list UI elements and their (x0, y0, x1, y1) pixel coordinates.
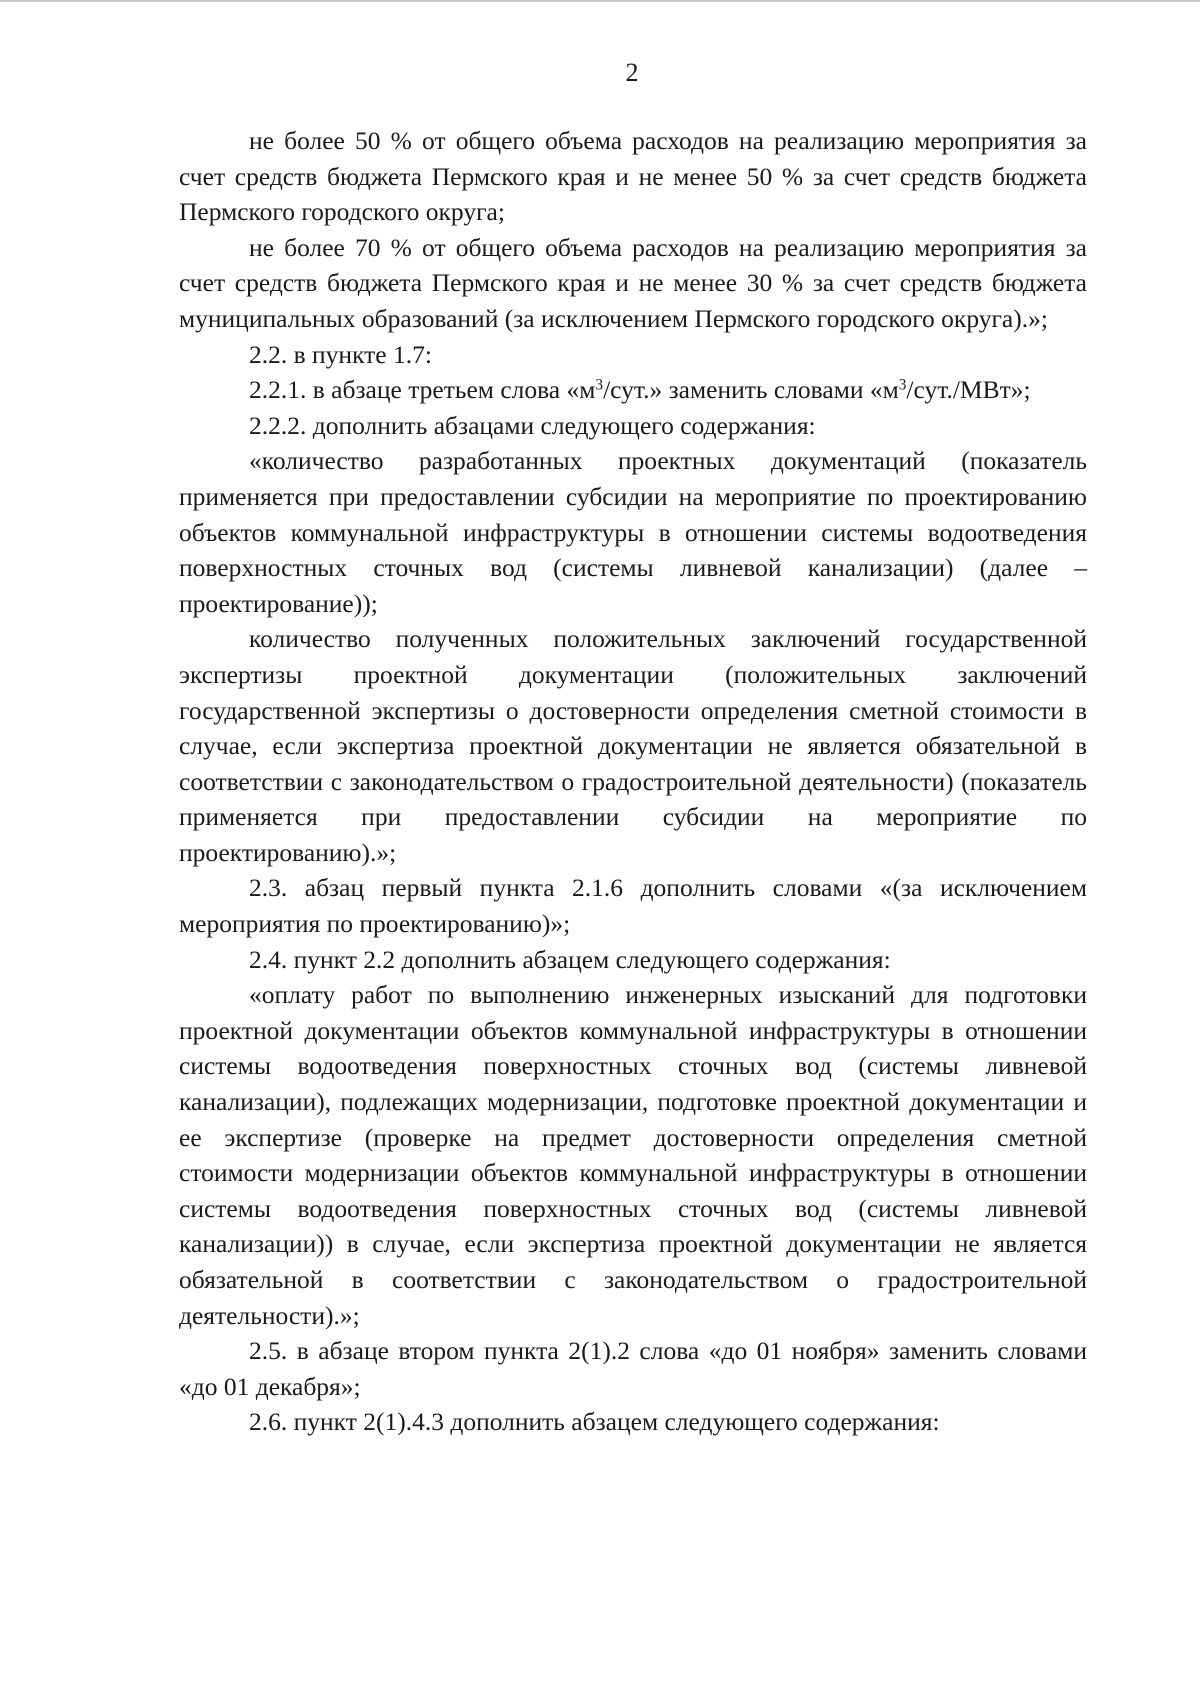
document-body (179, 123, 1087, 1440)
superscript: 3 (898, 376, 907, 394)
paragraph: количество полученных положительных заключений государственной экспертизы проектной документации (положительных заключений государственной экспертизы о достоверности определения сметной стоимости в случае, если экспертиза проектной документации не является обязательной в соответствии с законодательством о градостроительной деятельности) (показатель применяется при предоставлении субсидии на мероприятие по проектированию).»; (179, 624, 1087, 867)
paragraph: 2.4. пункт 2.2 дополнить абзацем следующего содержания: (249, 944, 891, 974)
paragraph-2-2-1 (179, 372, 1087, 408)
page-number: 2 (625, 58, 639, 87)
paragraph: 2.5. в абзаце втором пункта 2(1).2 слова «до 01 ноября» заменить словами «до 01 декабря»; (179, 1336, 1087, 1401)
text-fragment: 2.2.1. в абзаце третьем слова «м (249, 375, 596, 405)
paragraph: 2.2. в пункте 1.7: (249, 339, 432, 369)
text-fragment: /сут.» заменить словами «м (603, 375, 899, 405)
paragraph: 2.2.2. дополнить абзацами следующего содержания: (249, 410, 816, 440)
paragraph: 2.6. пункт 2(1).4.3 дополнить абзацем следующего содержания: (249, 1407, 940, 1437)
text-fragment: /сут./МВт»; (906, 375, 1031, 405)
superscript: 3 (595, 376, 604, 394)
paragraph: не более 50 % от общего объема расходов на реализацию мероприятия за счет средств бюджета Пермского края и не менее 50 % за счет средств бюджета Пермского городского округа; (179, 126, 1087, 227)
paragraph: не более 70 % от общего объема расходов на реализацию мероприятия за счет средств бюджета Пермского края и не менее 30 % за счет средств бюджета муниципальных образований (за исключением Пермского городского округа).»; (179, 232, 1087, 333)
paragraph: «оплату работ по выполнению инженерных изысканий для подготовки проектной документации объектов коммунальной инфраструктуры в отношении системы водоотведения поверхностных сточных вод (системы ливневой канализации), подлежащих модернизации, подготовке проектной документации и ее экспертизе (проверке на предмет достоверности определения сметной стоимости модернизации объектов коммунальной инфраструктуры в отношении системы водоотведения поверхностных сточных вод (системы ливневой канализации)) в случае, если экспертиза проектной документации не является обязательной в соответствии с законодательством о градостроительной деятельности).»; (179, 980, 1087, 1330)
paragraph: «количество разработанных проектных документаций (показатель применяется при предоставлении субсидии на мероприятие по проектированию объектов коммунальной инфраструктуры в отношении системы водоотведения поверхностных сточных вод (системы ливневой канализации) (далее – проектирование)); (179, 446, 1087, 618)
paragraph: 2.3. абзац первый пункта 2.1.6 дополнить словами «(за исключением мероприятия по проектированию)»; (179, 873, 1087, 939)
